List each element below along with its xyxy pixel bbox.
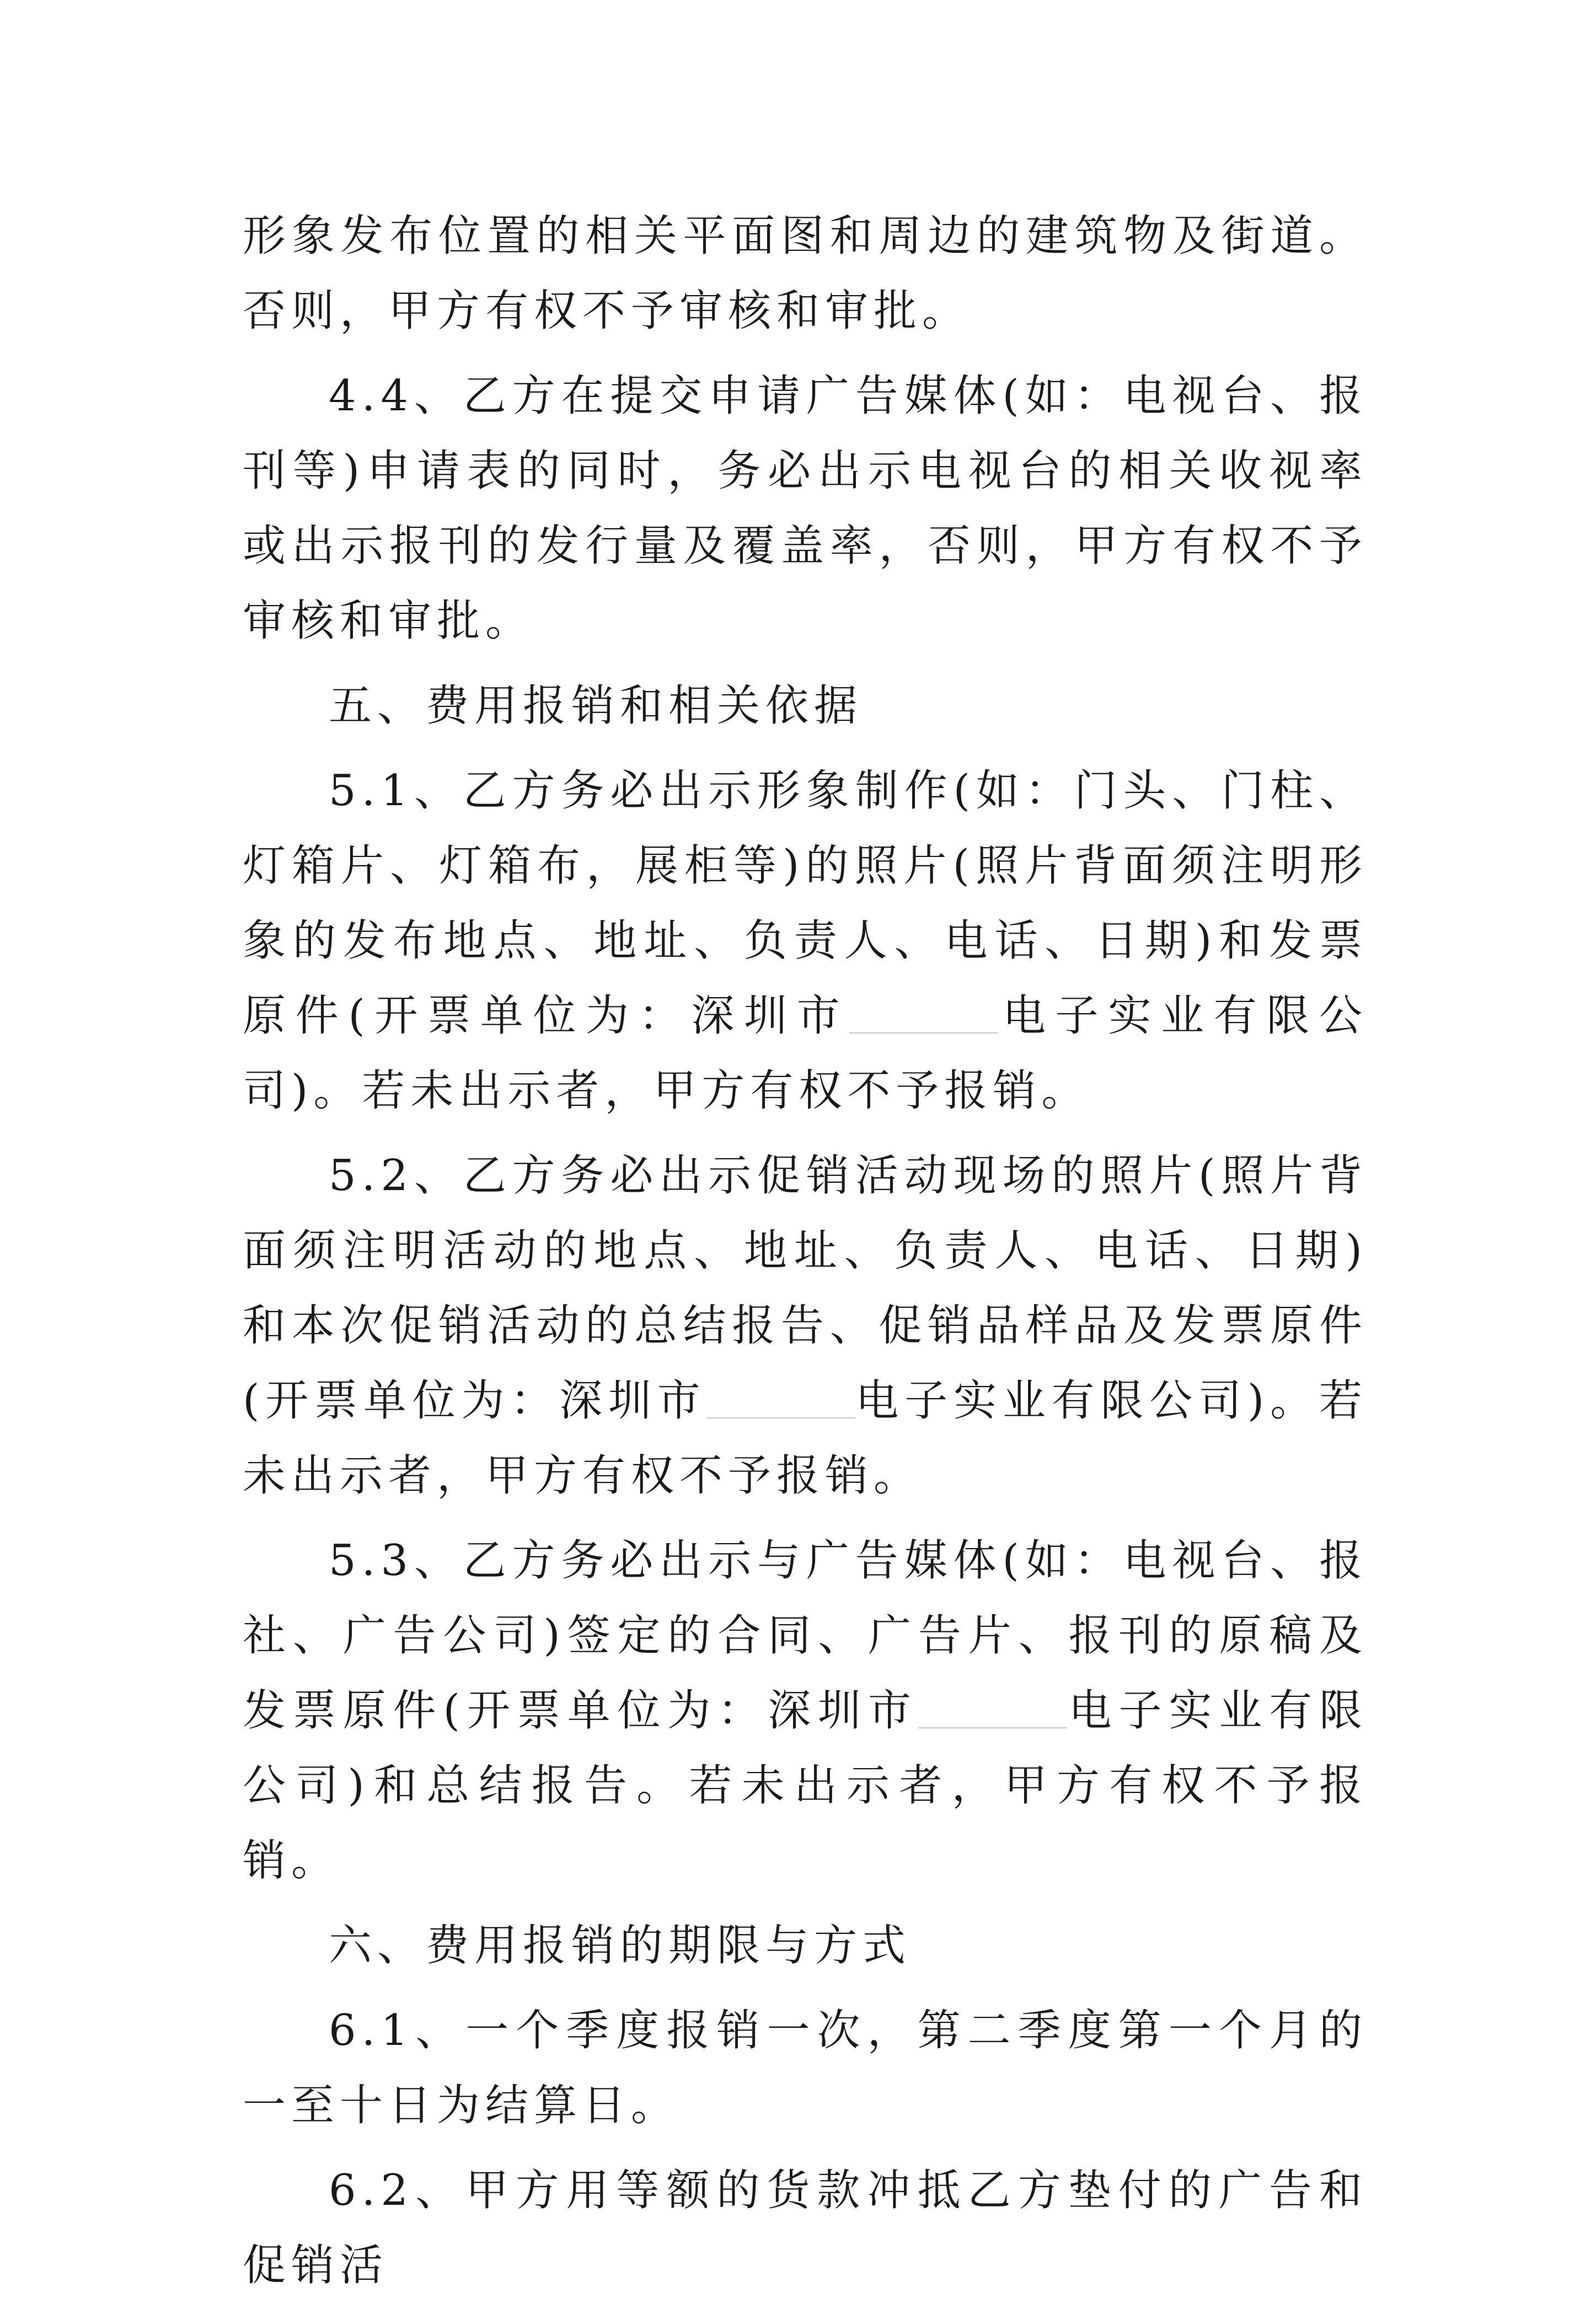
clause-6-1: 6.1、一个季度报销一次，第二季度第一个月的一至十日为结算日。 bbox=[243, 2006, 1368, 2130]
section-heading-5: 五、费用报销和相关依据 bbox=[329, 681, 863, 731]
clause-5-1-text-b: 电子实业有限公司)。若未出示者，甲方有权不予报销。 bbox=[243, 991, 1368, 1116]
clause-4-4: 4.4、乙方在提交申请广告媒体(如：电视台、报刊等)申请表的同时，务必出示电视台的相关收视率或出示报刊的发行量及覆盖率，否则，甲方有权不予审核和审批。 bbox=[243, 371, 1368, 646]
clause-5-2-text-b: 电子实业有限公司)。若未出示者，甲方有权不予报销。 bbox=[243, 1376, 1368, 1501]
section-heading-6: 六、费用报销的期限与方式 bbox=[329, 1921, 912, 1970]
clause-5-3 bbox=[243, 1523, 1368, 1898]
clause-6-2: 6.2、甲方用等额的货款冲抵乙方垫付的广告和促销活 bbox=[243, 2166, 1368, 2290]
company-name-blank bbox=[706, 1374, 855, 1418]
document-page bbox=[243, 199, 1368, 2303]
clause-5-1-text-a: 5.1、乙方务必出示形象制作(如：门头、门柱、灯箱片、灯箱布，展柜等)的照片(照片背面须注明形象的发布地点、地址、负责人、电话、日期)和发票原件(开票单位为：深圳市 bbox=[243, 766, 1368, 1041]
clause-5-2-text-a: 5.2、乙方务必出示促销活动现场的照片(照片背面须注明活动的地点、地址、负责人、电话、日期)和本次促销活动的总结报告、促销品样品及发票原件(开票单位为：深圳市 bbox=[243, 1151, 1368, 1426]
paragraph-continuation: 形象发布位置的相关平面图和周边的建筑物及街道。否则，甲方有权不予审核和审批。 bbox=[243, 211, 1368, 336]
clause-5-3-text-a: 5.3、乙方务必出示与广告媒体(如：电视台、报社、广告公司)签定的合同、广告片、报刊的原稿及发票原件(开票单位为：深圳市 bbox=[243, 1536, 1368, 1736]
company-name-blank bbox=[918, 1684, 1067, 1728]
clause-5-1 bbox=[243, 753, 1368, 1128]
clause-5-3-text-b: 电子实业有限公司)和总结报告。若未出示者，甲方有权不予报销。 bbox=[243, 1686, 1368, 1886]
company-name-blank bbox=[849, 989, 998, 1033]
clause-5-2 bbox=[243, 1138, 1368, 1513]
